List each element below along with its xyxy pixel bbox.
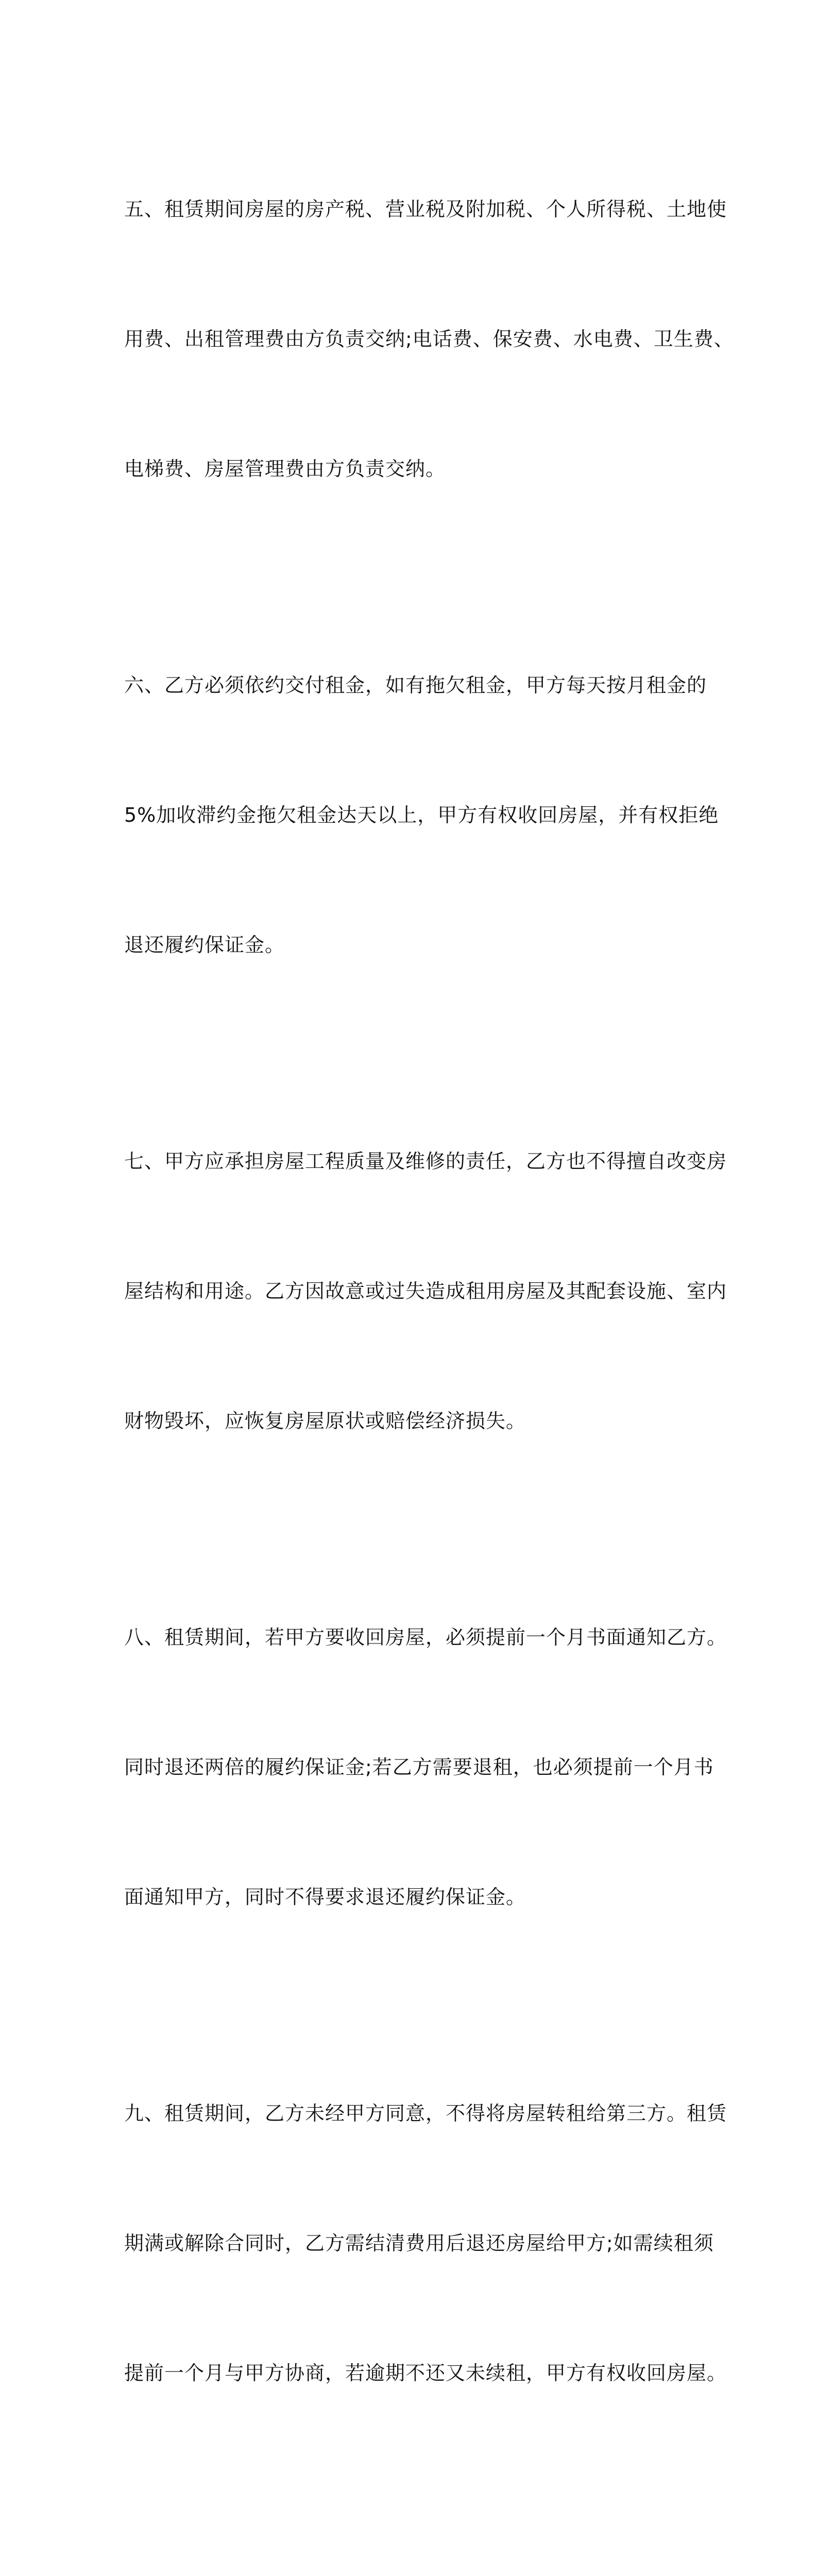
text-line: 八、租赁期间，若甲方要收回房屋，必须提前一个月书面通知乙方。 bbox=[124, 1626, 727, 1649]
clause-8 bbox=[124, 1529, 727, 2005]
clause-10 bbox=[124, 2481, 698, 2576]
text-line: 面通知甲方，同时不得要求退还履约保证金。 bbox=[124, 1886, 526, 1908]
text-line: 同时退还两倍的履约保证金;若乙方需要退租，也必须提前一个月书 bbox=[124, 1756, 714, 1778]
text-line: 电梯费、房屋管理费由方负责交纳。 bbox=[124, 457, 446, 480]
clause-7 bbox=[124, 1053, 727, 1529]
clause-5 bbox=[124, 101, 734, 577]
text-line: 用费、出租管理费由方负责交纳;电话费、保安费、水电费、卫生费、 bbox=[124, 328, 734, 350]
text-line: 期满或解除合同时，乙方需结清费用后退还房屋给甲方;如需续租须 bbox=[124, 2232, 714, 2255]
text-line: 退还履约保证金。 bbox=[124, 934, 285, 956]
text-line: 提前一个月与甲方协商，若逾期不还又未续租，甲方有权收回房屋。 bbox=[124, 2362, 727, 2384]
text-line: 财物毁坏，应恢复房屋原状或赔偿经济损失。 bbox=[124, 1410, 526, 1432]
text-line bbox=[124, 2568, 698, 2576]
text-line: 六、乙方必须依约交付租金，如有拖欠租金，甲方每天按月租金的 bbox=[124, 674, 707, 697]
text-line: 屋结构和用途。乙方因故意或过失造成租用房屋及其配套设施、室内 bbox=[124, 1280, 727, 1302]
text-line: 5%加收滞约金拖欠租金达天以上，甲方有权收回房屋，并有权拒绝 bbox=[124, 804, 719, 826]
text-line: 五、租赁期间房屋的房产税、营业税及附加税、个人所得税、土地使 bbox=[124, 198, 727, 221]
clause-9 bbox=[124, 2005, 727, 2481]
document-body bbox=[124, 101, 734, 2576]
text-line: 九、租赁期间，乙方未经甲方同意，不得将房屋转租给第三方。租赁 bbox=[124, 2102, 727, 2125]
text-line: 七、甲方应承担房屋工程质量及维修的责任，乙方也不得擅自改变房 bbox=[124, 1150, 727, 1173]
clause-6 bbox=[124, 577, 719, 1053]
